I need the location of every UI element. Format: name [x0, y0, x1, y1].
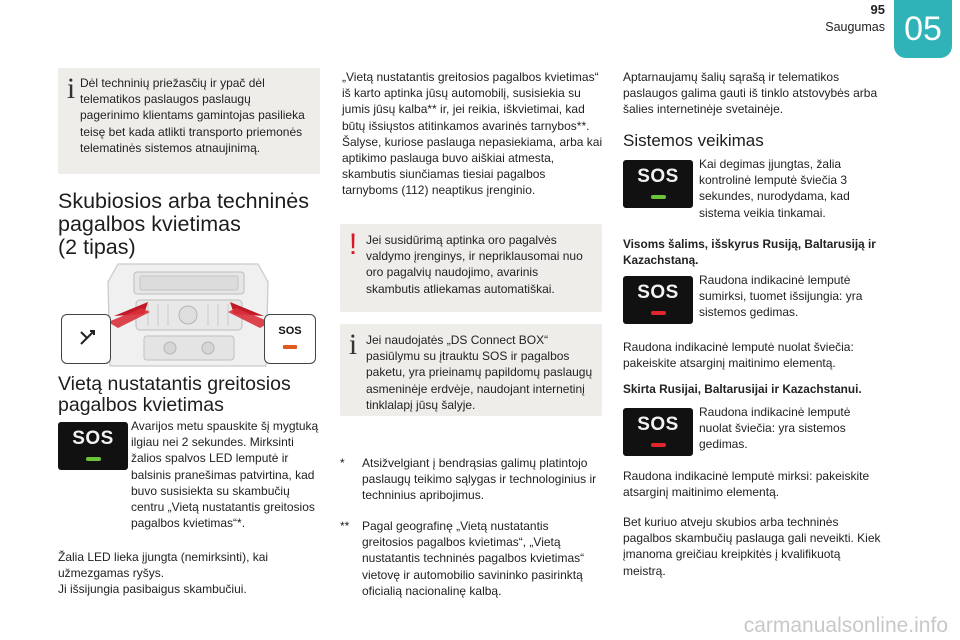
red-blink-paragraph: Raudona indikacinė lemputė mirksi: pakeiskite atsarginį maitinimo elementą.: [623, 469, 870, 500]
sos-green-badge: SOS: [58, 422, 128, 470]
heading-system-operation: Sistemos veikimas: [623, 131, 764, 150]
sos-led-indicator: [283, 345, 297, 349]
cross-arrow-icon: [76, 327, 98, 349]
state-green-text: Kai degimas įjungtas, žalia kontrolinė lemputė šviečia 3 sekundes, nurodydama, kad sistema veikia tinkamai.: [699, 157, 850, 220]
red-steady-paragraph: Raudona indikacinė lemputė nuolat šviečia: pakeiskite atsarginį maitinimo elementą.: [623, 340, 854, 371]
green-led-icon: [86, 457, 101, 461]
final-paragraph: Bet kuriuo atveju skubios arba techninės pagalbos skambučių paslauga gali neveikti. Kiek įmanoma greičiau kreipkitės į kvalifikuotą meistrą.: [623, 515, 881, 578]
sos-button-zoom: [264, 314, 316, 364]
info-text: Dėl techninių priežasčių ir ypač dėl telematikos paslaugos paslaugų pagerinimo klientams gamintojas pasilieka teisę bet kada atlikti transporto priemonės telematinės sistemos atnaujinimą.: [80, 76, 305, 155]
subheading-all-countries: Visoms šalims, išskyrus Rusiją, Baltarusiją ir Kazachstaną.: [623, 237, 876, 267]
info-text: Jei naudojatės „DS Connect BOX“ pasiūlymu su įtrauktu SOS ir pagalbos paketu, yra prieinamų papildomų paslaugų asmeninėje erdvėje, naudojant internetinį tinklalapį jūsų šalyje.: [366, 333, 593, 412]
heading-emergency-call: Skubiosios arba techninės pagalbos kvietimas (2 tipas): [58, 189, 309, 259]
led-paragraph: Žalia LED lieka įjungta (nemirksinti), kai užmezgamas ryšys. Ji išsijungia pasibaigus skambučiui.: [58, 550, 269, 597]
info-box-update: [58, 68, 320, 174]
warning-box: [340, 224, 602, 312]
state-red-steady-text: Raudona indikacinė lemputė nuolat šviečia: yra sistemos gedimas.: [699, 405, 851, 452]
located-call-paragraph: „Vietą nustatantis greitosios pagalbos kvietimas“ iš karto aptinka jūsų automobilį, susisiekia su jumis jūsų kalba** ir, jei reikia, iškvietimai, kad būtų išsiųstos atitinkamos avarinės tarnybos**. Šalyse, kuriose paslauga nepasiekiama, arba kai aptikimo paslauga buvo aiškiai atmesta, skambutis siunčiamas tiesiai pagalbos tarnyboms (112) neaptikus įrenginio.: [342, 70, 603, 198]
watermark: carmanualsonline.info: [743, 614, 948, 637]
info-box-connect: [340, 324, 602, 416]
heading-located-call: Vietą nustatantis greitosios pagalbos kvietimas: [58, 373, 291, 416]
console-illustration: [58, 262, 320, 368]
info-icon: i: [66, 72, 76, 105]
page-number: 95: [870, 2, 885, 17]
sos-press-text: Avarijos metu spauskite šį mygtuką ilgiau nei 2 sekundes. Mirksinti žalios spalvos LED lemputė ir balsinis pranešimas patvirtina, kad buvo susisiekta su skambučių centru „Vietą nustatantis greitosios pagalbos kvietimas“*.: [131, 419, 319, 531]
red-led-icon: [651, 443, 666, 447]
countries-paragraph: Aptarnaujamų šalių sąrašą ir telematikos paslaugos galima gauti iš tinklo atstovybės arba šalies internetinėje svetainėje.: [623, 70, 878, 117]
sos-label: SOS: [278, 325, 302, 337]
red-led-icon: [651, 311, 666, 315]
sos-green-badge: SOS: [623, 160, 693, 208]
info-icon: i: [348, 328, 358, 361]
assistance-button: [61, 314, 111, 364]
sos-red-badge: SOS: [623, 276, 693, 324]
subheading-russia: Skirta Rusijai, Baltarusijai ir Kazachstanui.: [623, 382, 862, 396]
green-led-icon: [651, 195, 666, 199]
footnote-2: ** Pagal geografinę „Vietą nustatantis greitosios pagalbos kvietimas“, „Vietą nustatantis techninės pagalbos kvietimas“ vietovę ir automobilio savininko pasirinktą oficialią nacionalinę kalbą.: [340, 519, 585, 598]
footnote-1: * Atsižvelgiant į bendrąsias galimų platintojo paslaugų teikimo sąlygas ir technologinius ir techninius apribojimus.: [340, 456, 597, 503]
warning-text: Jei susidūrimą aptinka oro pagalvės valdymo įrenginys, ir nepriklausomai nuo oro pagalvių naudojimo, avarinis skambutis atliekamas automatiškai.: [366, 233, 583, 296]
state-red-blink-text: Raudona indikacinė lemputė sumirksi, tuomet išsijungia: yra sistemos gedimas.: [699, 273, 863, 320]
warning-icon: !: [348, 228, 358, 261]
chapter-tab: 05: [894, 0, 952, 58]
section-title: Saugumas: [825, 20, 885, 34]
sos-red-badge: SOS: [623, 408, 693, 456]
